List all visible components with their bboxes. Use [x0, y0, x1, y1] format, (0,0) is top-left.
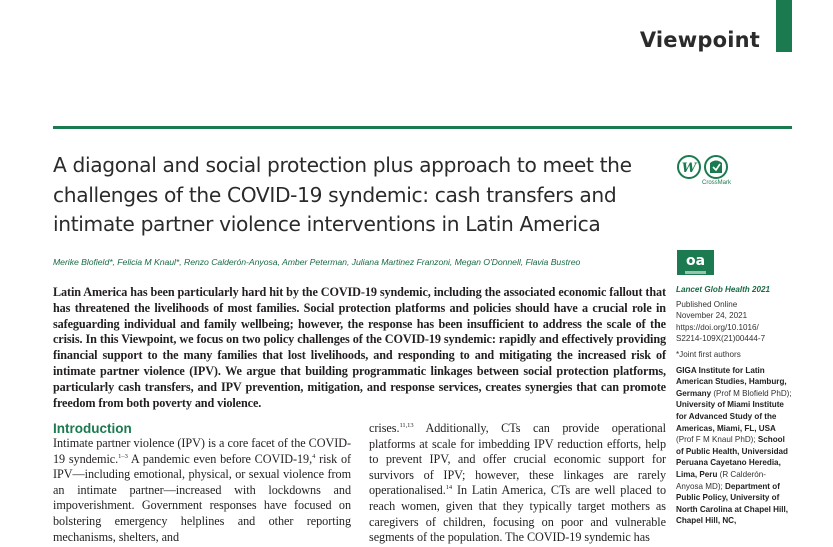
- section-label: Viewpoint: [639, 28, 760, 52]
- journal-citation: Lancet Glob Health 2021: [676, 285, 771, 294]
- crossmark-icon[interactable]: [705, 156, 727, 178]
- body-column-left: [53, 436, 351, 545]
- open-access-label: oa: [685, 253, 706, 269]
- author-list: Merike Blofield*, Felicia M Knaul*, Renzo Calderón-Anyosa, Amber Peterman, Juliana Martinez Franzoni, Megan O'Donnell, Flavia Bustreo: [53, 257, 581, 267]
- citation-ref[interactable]: 1–3: [118, 452, 128, 460]
- corner-accent-bar: [776, 0, 792, 52]
- published-date: November 24, 2021: [676, 311, 748, 321]
- open-access-underline: [685, 271, 706, 274]
- doi-link-cont[interactable]: S2214-109X(21)00444-7: [676, 334, 766, 344]
- affiliation-name: Department of Public Policy, University of North Carolina at Chapel Hill, Chapel Hill, NC,: [676, 481, 788, 526]
- global-health-icon[interactable]: [678, 156, 700, 178]
- article-title: A diagonal and social protection plus approach to meet the challenges of the COVID-19 syndemic: cash transfers and intimate partner violence interventions in Latin America: [53, 153, 632, 236]
- body-text: A pandemic even before COVID-19,: [127, 451, 313, 466]
- abstract: Latin America has been particularly hard hit by the COVID-19 syndemic, including the associated economic fallout that has threatened the livelihoods of most families. Social protection platforms and policies should have a crucial role in safeguarding individual and family wellbeing; however, the response has been insufficient to address the scale of the crisis. In this Viewpoint, we focus on two policy challenges of the COVID-19 syndemic: rapidly and effectively providing financial support to the many families that lost livelihoods, and responding to and mitigating the increased risk of intimate partner violence (IPV). We argue that building programmatic linkages between social protection platforms, particularly cash transfers, and IPV prevention, mitigation, and response services, creates synergies that can promote freedom from both poverty and violence.: [53, 285, 666, 410]
- body-text: crises.: [369, 421, 400, 435]
- affiliation-name: GIGA Institute for Latin American Studies, Hamburg, Germany: [676, 365, 787, 398]
- body-text: In Latin America, CTs are well placed to reach women, given that they typically target mothers as caregivers of children, focusing on poor and vulnerable segments of the population. The COVID-19 syndemic has: [369, 483, 666, 545]
- svg-text:W: W: [681, 161, 697, 176]
- affiliation-name: School of Public Health, Universidad Peruana Cayetano Heredia, Lima, Peru: [676, 435, 788, 479]
- body-text: Additionally, CTs can provide operational platforms at scale for imbedding IPV reduction efforts, help to prevent IPV, and offer crucial economic support for survivors of IPV; however, these linkages are rarely operationalised.: [369, 421, 666, 498]
- affiliations: [676, 365, 792, 527]
- citation-ref[interactable]: 11,13: [399, 422, 414, 429]
- body-text: risk of IPV—including emotional, physical, or sexual violence from an intimate partner—increased with lockdowns and impoverishment. Government responses have focused on bolstering emergency helplines and other reporting mechanisms, shelters, and: [53, 451, 351, 544]
- sidebar: [676, 284, 792, 527]
- citation-ref[interactable]: 14: [445, 484, 453, 492]
- introduction-heading: Introduction: [53, 421, 132, 436]
- body-text: Intimate partner violence (IPV) is a core facet of the COVID-19 syndemic.: [53, 436, 351, 466]
- doi-link[interactable]: https://doi.org/10.1016/: [676, 322, 759, 332]
- body-column-right: [369, 421, 666, 546]
- published-label: Published Online: [676, 299, 738, 309]
- citation-ref[interactable]: 4: [312, 452, 316, 460]
- affiliation-name: University of Miami Institute for Advanced Study of the Americas, Miami, FL, USA: [676, 400, 784, 433]
- crossmark-label: CrossMark: [702, 180, 732, 186]
- affiliation-author: (Prof F M Knaul PhD);: [676, 435, 756, 445]
- joint-authors-note: *Joint first authors: [676, 349, 741, 359]
- header-rule: [53, 126, 792, 129]
- affiliation-author: (Prof M Blofield PhD);: [711, 388, 792, 398]
- affiliation-author: (R Calderón-Anyosa MD);: [676, 469, 766, 491]
- open-access-badge: [677, 250, 714, 275]
